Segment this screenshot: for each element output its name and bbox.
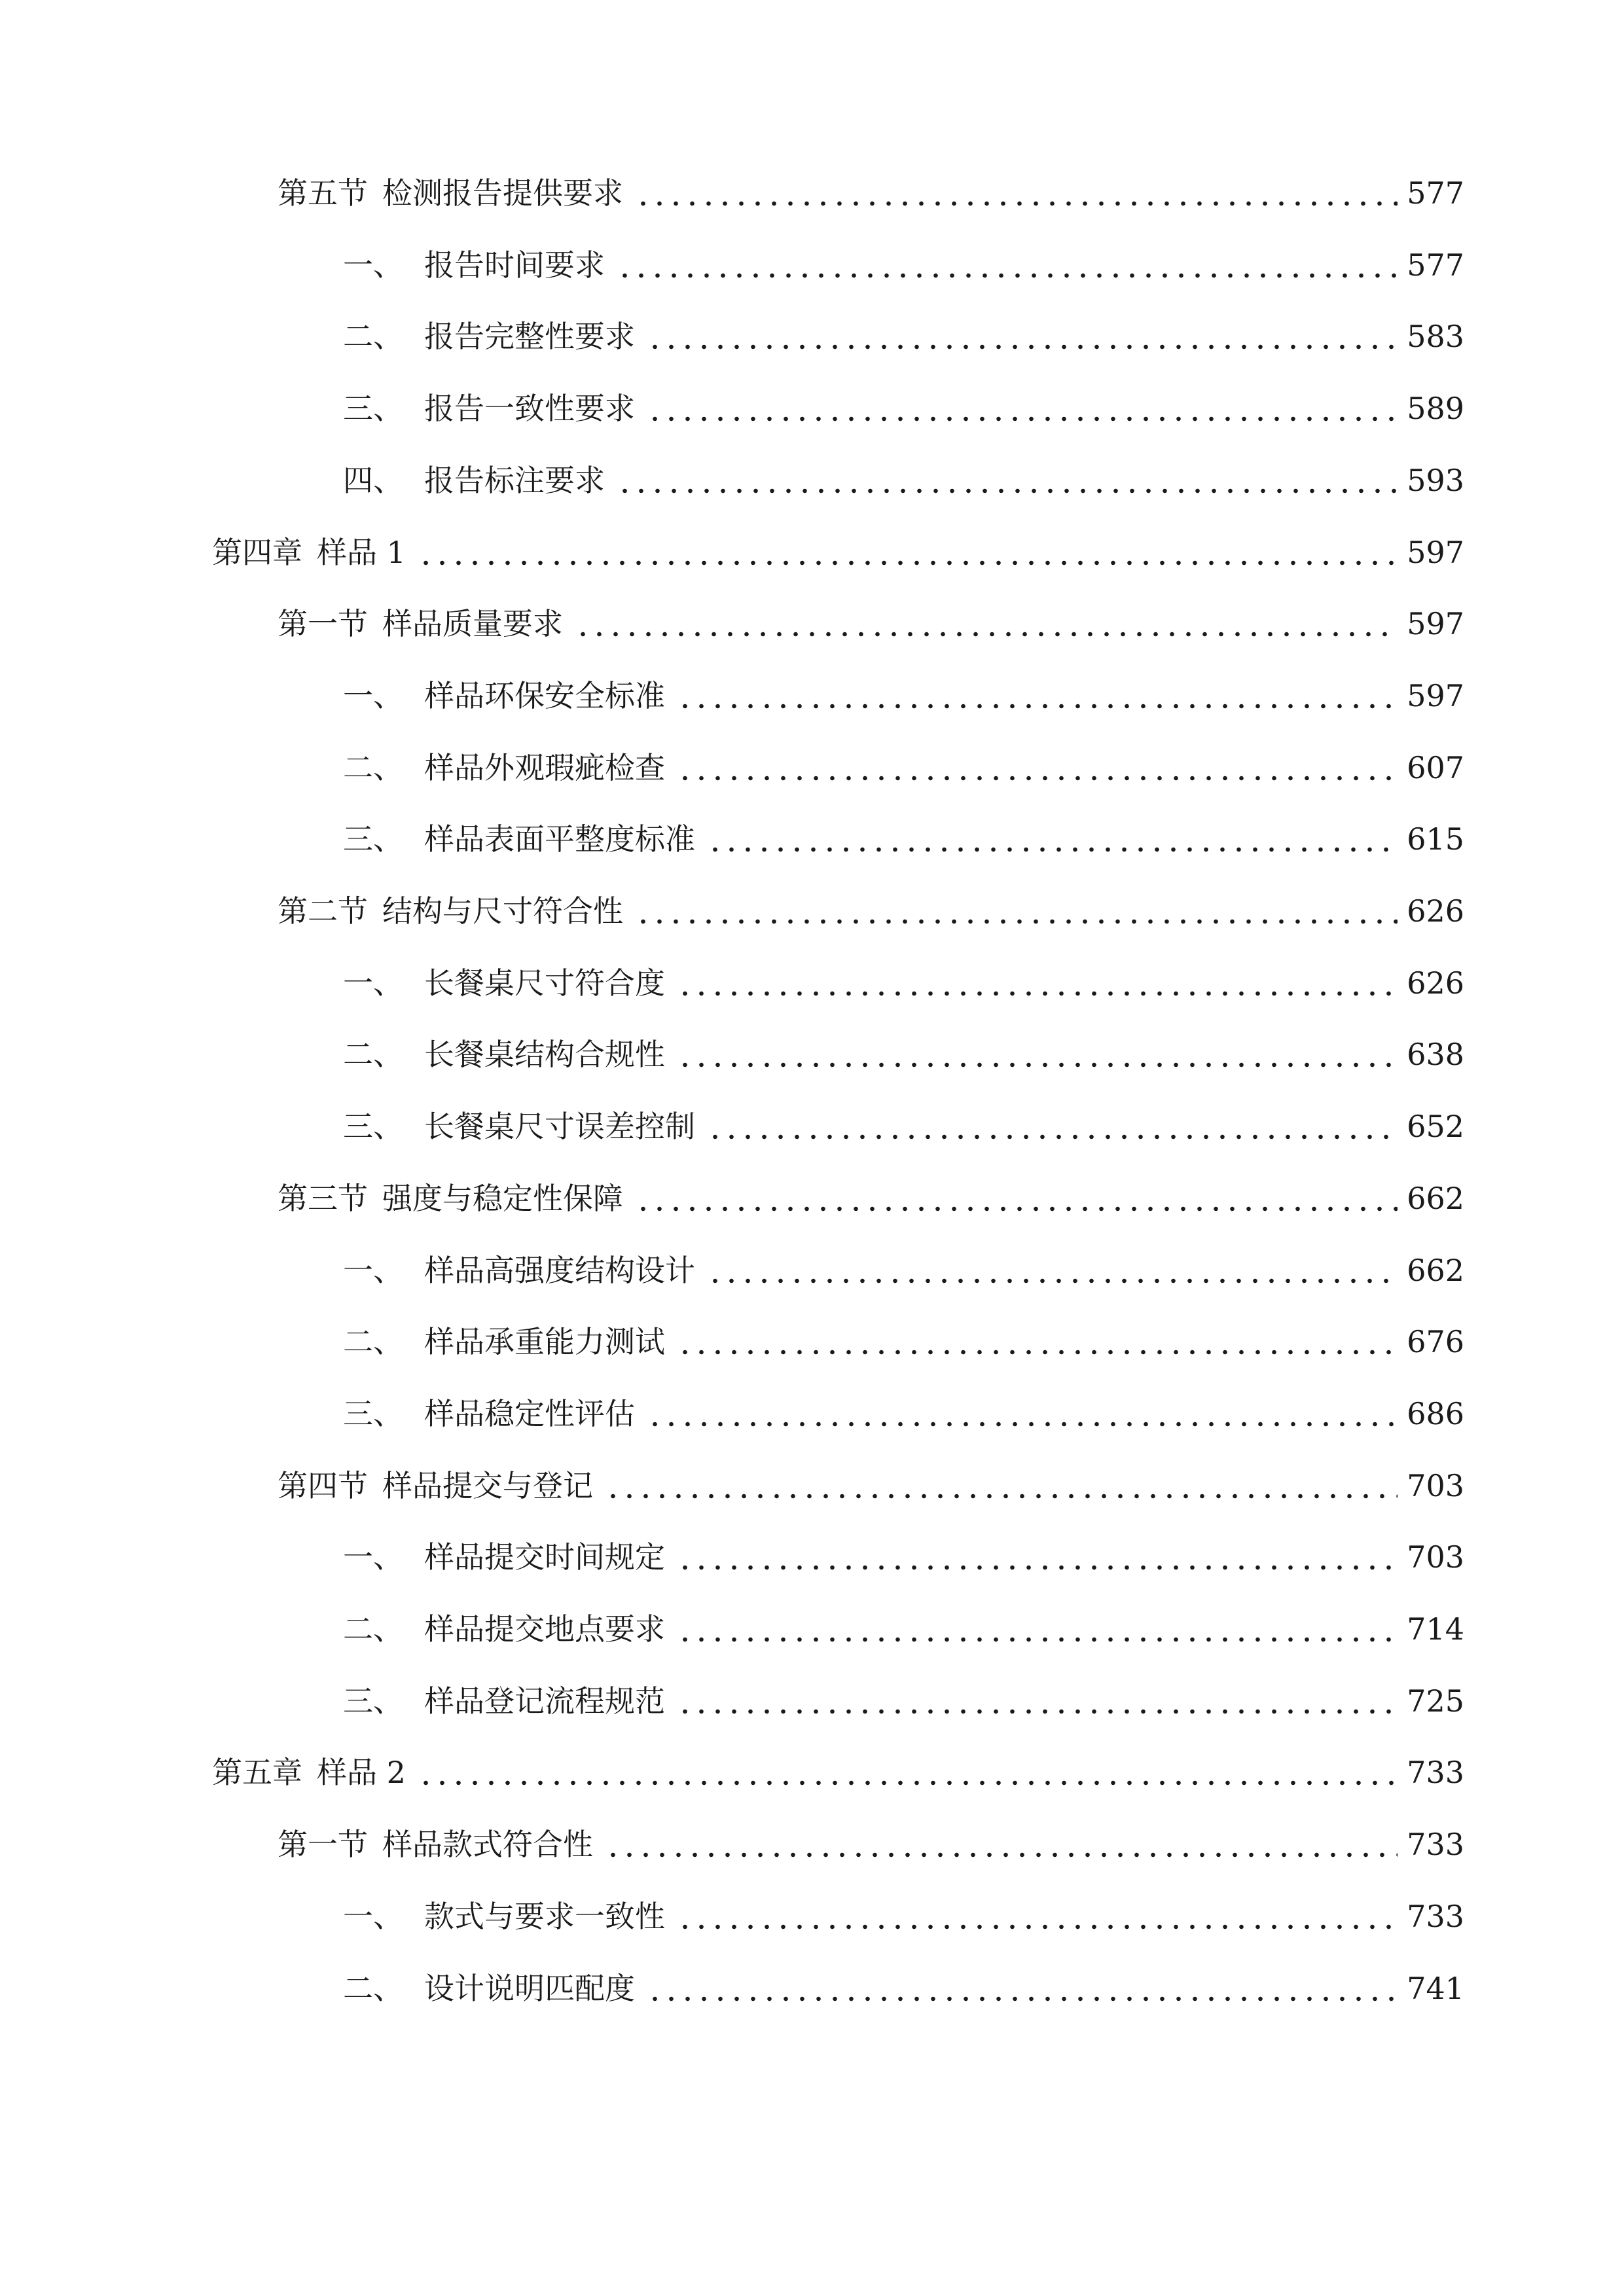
toc-entry-page-number: 725: [1407, 1683, 1464, 1719]
toc-entry-title: 样品稳定性评估: [424, 1396, 635, 1431]
toc-entry-page-number: 662: [1407, 1181, 1464, 1216]
toc-entry-page-number: 597: [1407, 535, 1464, 570]
toc-entry[interactable]: [343, 1028, 1464, 1081]
toc-entry-number: 三、: [343, 391, 403, 426]
dot-leader: [605, 1818, 1398, 1871]
toc-entry-number: 一、: [343, 965, 403, 1001]
toc-entry-number: 第四节: [278, 1468, 368, 1503]
toc-entry-number: 三、: [343, 1683, 403, 1719]
dot-leader: [635, 167, 1398, 219]
toc-entry[interactable]: [343, 1962, 1464, 2015]
toc-entry[interactable]: [343, 1890, 1464, 1943]
dot-leader: [677, 670, 1398, 722]
toc-entry[interactable]: [212, 1746, 1464, 1799]
dot-leader: [677, 742, 1398, 794]
dot-leader: [677, 1675, 1398, 1727]
toc-entry-page-number: 597: [1407, 678, 1464, 713]
toc-entry-number: 二、: [343, 1971, 403, 2006]
dot-leader: [647, 1962, 1398, 2015]
toc-entry-page-number: 676: [1407, 1324, 1464, 1359]
toc-entry-number: 一、: [343, 1899, 403, 1934]
toc-entry-number: 一、: [343, 678, 403, 713]
toc-entry-title: 样品外观瑕疵检查: [424, 750, 665, 785]
toc-entry-page-number: 686: [1407, 1396, 1464, 1431]
toc-entry-title: 样品登记流程规范: [424, 1683, 665, 1719]
toc-entry-page-number: 652: [1407, 1109, 1464, 1144]
toc-entry[interactable]: [343, 1603, 1464, 1655]
toc-entry-title: 样品款式符合性: [382, 1827, 593, 1862]
dot-leader: [635, 1172, 1398, 1225]
toc-entry-page-number: 741: [1407, 1971, 1464, 2006]
toc-entry-title: 样品 1: [317, 535, 406, 570]
toc-entry-number: 第四章: [212, 535, 302, 570]
toc-entry-title: 设计说明匹配度: [424, 1971, 635, 2006]
toc-entry-title: 样品承重能力测试: [424, 1324, 665, 1359]
dot-leader: [418, 526, 1398, 579]
toc-entry[interactable]: [343, 957, 1464, 1009]
toc-entry-number: 二、: [343, 1324, 403, 1359]
dot-leader: [605, 1460, 1398, 1512]
toc-entry-title: 样品环保安全标准: [424, 678, 665, 713]
toc-entry[interactable]: [278, 885, 1464, 937]
toc-entry-number: 二、: [343, 1037, 403, 1072]
toc-entry-page-number: 593: [1407, 463, 1464, 498]
toc-entry-number: 三、: [343, 821, 403, 857]
dot-leader: [707, 1100, 1398, 1153]
toc-entry-title: 长餐桌尺寸误差控制: [424, 1109, 695, 1144]
toc-entry-title: 样品提交时间规定: [424, 1539, 665, 1575]
toc-entry-number: 四、: [343, 463, 403, 498]
toc-entry-page-number: 583: [1407, 319, 1464, 354]
toc-entry-page-number: 597: [1407, 606, 1464, 641]
toc-entry-title: 样品提交与登记: [382, 1468, 593, 1503]
toc-entry-page-number: 662: [1407, 1253, 1464, 1288]
toc-entry-page-number: 733: [1407, 1899, 1464, 1934]
dot-leader: [707, 813, 1398, 865]
toc-entry[interactable]: [343, 1244, 1464, 1297]
toc-entry-title: 报告一致性要求: [424, 391, 635, 426]
toc-entry[interactable]: [343, 1100, 1464, 1153]
toc-entry-title: 样品提交地点要求: [424, 1611, 665, 1647]
dot-leader: [677, 1316, 1398, 1368]
dot-leader: [418, 1746, 1398, 1799]
toc-entry[interactable]: [212, 526, 1464, 579]
toc-entry-page-number: 714: [1407, 1611, 1464, 1647]
toc-entry-page-number: 577: [1407, 175, 1464, 211]
toc-entry[interactable]: [278, 167, 1464, 219]
toc-entry-number: 三、: [343, 1109, 403, 1144]
toc-entry-page-number: 626: [1407, 893, 1464, 929]
toc-entry[interactable]: [343, 239, 1464, 291]
toc-entry-title: 报告完整性要求: [424, 319, 635, 354]
toc-entry-title: 样品高强度结构设计: [424, 1253, 695, 1288]
dot-leader: [677, 1028, 1398, 1081]
toc-entry-page-number: 577: [1407, 247, 1464, 283]
toc-entry[interactable]: [343, 813, 1464, 865]
toc-entry-title: 检测报告提供要求: [382, 175, 623, 211]
dot-leader: [677, 957, 1398, 1009]
dot-leader: [677, 1890, 1398, 1943]
toc-entry-page-number: 638: [1407, 1037, 1464, 1072]
toc-entry-page-number: 733: [1407, 1755, 1464, 1790]
dot-leader: [635, 885, 1398, 937]
toc-entry[interactable]: [278, 1172, 1464, 1225]
toc-entry[interactable]: [343, 454, 1464, 507]
toc-entry-title: 长餐桌结构合规性: [424, 1037, 665, 1072]
toc-entry-number: 一、: [343, 1253, 403, 1288]
toc-entry[interactable]: [343, 1388, 1464, 1440]
toc-entry-title: 样品 2: [317, 1755, 406, 1790]
dot-leader: [575, 598, 1398, 650]
toc-entry[interactable]: [343, 742, 1464, 794]
toc-entry-number: 第三节: [278, 1181, 368, 1216]
toc-entry[interactable]: [343, 382, 1464, 435]
toc-entry-number: 第一节: [278, 1827, 368, 1862]
toc-entry-title: 长餐桌尺寸符合度: [424, 965, 665, 1001]
toc-entry-page-number: 607: [1407, 750, 1464, 785]
toc-entry-number: 第一节: [278, 606, 368, 641]
toc-entry-number: 第五节: [278, 175, 368, 211]
toc-entry[interactable]: [343, 1316, 1464, 1368]
toc-entry-page-number: 615: [1407, 821, 1464, 857]
toc-entry-page-number: 703: [1407, 1468, 1464, 1503]
toc-entry-number: 二、: [343, 1611, 403, 1647]
dot-leader: [677, 1531, 1398, 1583]
toc-entry[interactable]: [278, 1460, 1464, 1512]
toc-entry-title: 样品质量要求: [382, 606, 563, 641]
dot-leader: [647, 1388, 1398, 1440]
toc-entry-number: 一、: [343, 1539, 403, 1575]
toc-entry[interactable]: [343, 310, 1464, 363]
toc-entry[interactable]: [278, 598, 1464, 650]
toc-entry-number: 二、: [343, 319, 403, 354]
dot-leader: [617, 454, 1398, 507]
toc-entry-page-number: 703: [1407, 1539, 1464, 1575]
toc-entry-page-number: 589: [1407, 391, 1464, 426]
toc-entry-title: 强度与稳定性保障: [382, 1181, 623, 1216]
toc-entry-page-number: 733: [1407, 1827, 1464, 1862]
toc-entry-title: 样品表面平整度标准: [424, 821, 695, 857]
toc-entry-title: 报告标注要求: [424, 463, 605, 498]
toc-entry[interactable]: [343, 670, 1464, 722]
toc-entry-title: 款式与要求一致性: [424, 1899, 665, 1934]
dot-leader: [617, 239, 1398, 291]
toc-entry-number: 二、: [343, 750, 403, 785]
dot-leader: [647, 310, 1398, 363]
toc-entry-page-number: 626: [1407, 965, 1464, 1001]
toc-entry-number: 一、: [343, 247, 403, 283]
toc-entry-title: 报告时间要求: [424, 247, 605, 283]
dot-leader: [677, 1603, 1398, 1655]
toc-entry[interactable]: [343, 1675, 1464, 1727]
toc-entry-number: 第五章: [212, 1755, 302, 1790]
toc-entry[interactable]: [278, 1818, 1464, 1871]
toc-entry-number: 第二节: [278, 893, 368, 929]
dot-leader: [707, 1244, 1398, 1297]
dot-leader: [647, 382, 1398, 435]
toc-entry-number: 三、: [343, 1396, 403, 1431]
toc-entry[interactable]: [343, 1531, 1464, 1583]
toc-entry-title: 结构与尺寸符合性: [382, 893, 623, 929]
